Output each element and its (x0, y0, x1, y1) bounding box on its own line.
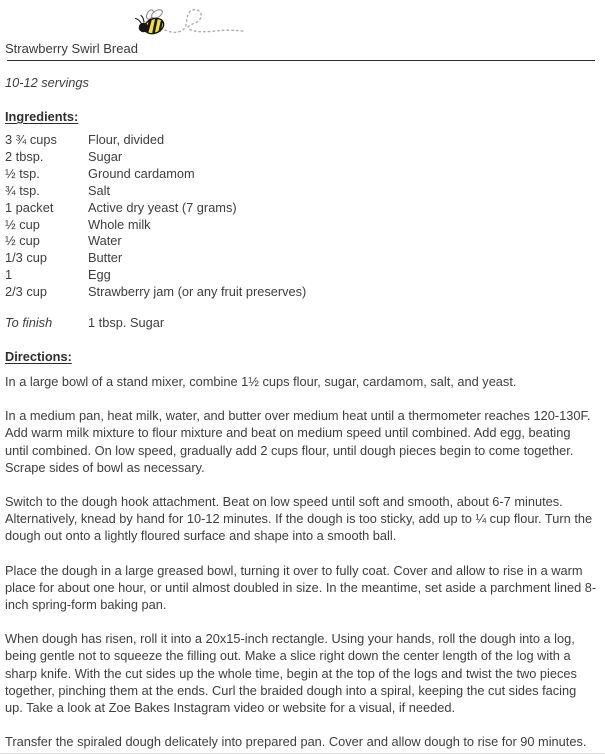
ingredient-qty: ½ tsp. (5, 165, 40, 181)
ingredient-qty: ½ cup (5, 216, 40, 232)
ingredient-name: Flour, divided (88, 132, 165, 147)
ingredient-name: Butter (88, 250, 123, 266)
ingredient-qty: 2/3 cup (5, 284, 47, 300)
ingredient-name: Ground cardamom (88, 165, 195, 181)
ingredients-list (5, 132, 597, 301)
direction-paragraph: Transfer the spiraled dough delicately into prepared pan. Cover and allow dough to rise for 90 minutes. (5, 734, 587, 750)
ingredient-row (5, 217, 597, 234)
ingredient-name: Salt (88, 182, 111, 198)
ingredient-qty: 3 ¾ cups (5, 132, 57, 147)
direction-paragraph: When dough has risen, roll it into a 20x15-inch rectangle. Using your hands, roll the dough into a log, being gentle not to squeeze the filling out. Make a slice right down the center length of the log with a sharp knife. With the cut sides up the whole time, begin at the top of the logs and twist the two pieces together, pinching them at the ends. Curl the braided dough into a spiral, keeping the cut sides facing up. Take a look at Zoe Bakes Instagram video or website for a visual, if needed. (5, 631, 577, 716)
bee-icon (133, 6, 597, 37)
ingredient-row (5, 200, 597, 217)
ingredient-qty: 1/3 cup (5, 250, 47, 266)
ingredient-row (5, 183, 597, 200)
direction-paragraph: Place the dough in a large greased bowl, turning it over to fully coat. Cover and allow to rise in a warm place for about one hour, or until almost doubled in size. In the meantime, set aside a parchment lined 8-inch spring-form baking pan. (5, 562, 597, 612)
ingredient-qty: ¾ tsp. (5, 182, 40, 198)
ingredient-name: Egg (88, 267, 111, 283)
ingredient-row (5, 284, 597, 301)
to-finish-row (5, 315, 597, 332)
ingredients-heading: Ingredients: (5, 109, 79, 124)
directions-heading: Directions: (5, 348, 72, 364)
ingredient-name: Strawberry jam (or any fruit preserves) (88, 284, 307, 300)
ingredient-row (5, 132, 597, 149)
recipe-document (0, 6, 605, 750)
ingredient-name: Sugar (88, 148, 123, 164)
ingredient-qty: 1 (5, 267, 13, 283)
title-divider (7, 60, 595, 61)
ingredient-qty: 1 packet (5, 199, 54, 215)
direction-paragraph: In a large bowl of a stand mixer, combine 1½ cups flour, sugar, cardamom, salt, and yeast. (5, 373, 517, 389)
direction-paragraph: Switch to the dough hook attachment. Beat on low speed until soft and smooth, about 6-7 minutes. Alternatively, knead by hand for 10-12 minutes. If the dough is too sticky, add up to ¼ cup flour. Turn the dough out onto a lightly floured surface and shape into a smooth ball. (5, 493, 593, 544)
ingredient-qty: ½ cup (5, 233, 40, 249)
ingredient-row (5, 149, 597, 166)
direction-paragraph: In a medium pan, heat milk, water, and butter over medium heat until a thermometer reaches 120-130F. Add warm milk mixture to flour mixture and beat on medium speed until combined. Add egg, beating until combined. On low speed, gradually add 2 cups flour, until dough pieces begin to come together. Scrape sides of bowl as necessary. (5, 408, 591, 475)
ingredient-name: Active dry yeast (7 grams) (88, 199, 237, 215)
page-title: Strawberry Swirl Bread (5, 41, 138, 56)
ingredient-row (5, 267, 597, 284)
ingredient-row (5, 250, 597, 267)
ingredient-row (5, 166, 597, 183)
to-finish-name: 1 tbsp. Sugar (88, 315, 165, 331)
to-finish-label: To finish (5, 315, 53, 331)
ingredient-qty: 2 tbsp. (5, 148, 44, 164)
ingredient-name: Whole milk (88, 216, 151, 232)
ingredient-name: Water (88, 233, 122, 249)
ingredient-row (5, 233, 597, 250)
servings-text: 10-12 servings (5, 75, 89, 90)
